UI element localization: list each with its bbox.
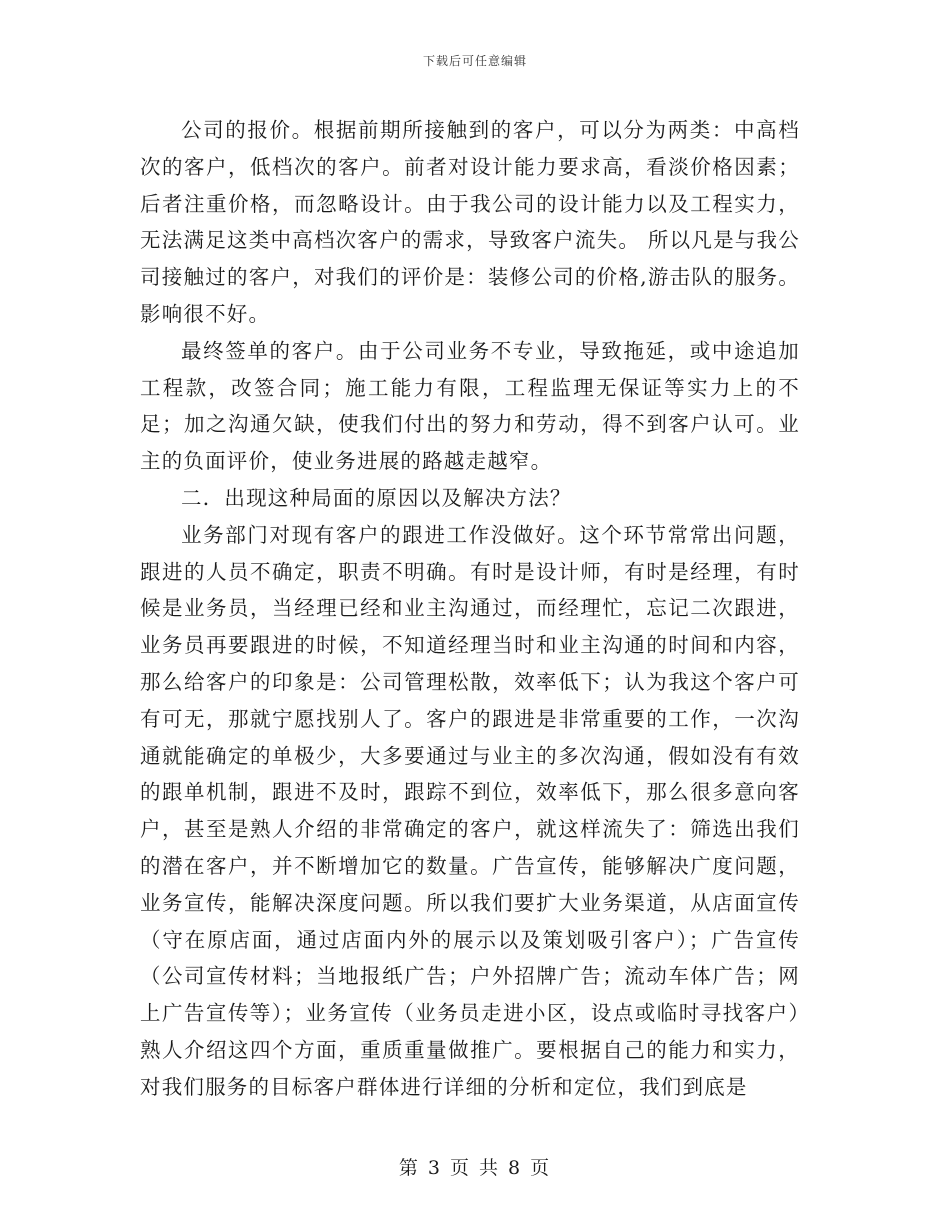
page-header: 下载后可任意编辑 bbox=[422, 54, 527, 68]
section-heading-causes: 二．出现这种局面的原因以及解决方法？ bbox=[181, 485, 572, 510]
paragraph-quotation: 公司的报价。根据前期所接触到的客户，可以分为两类：中高档次的客户，低档次的客户。前者对设计能力要求高，看淡价格因素；后者注重价格，而忽略设计。由于我公司的设计能力以及工程实力，无法满足这类中高档次客户的需求，导致客户流失。 所以凡是与我公司接触过的客户，对我们的评价是：装修公司的价格,游击队的服务。影响很不好。 bbox=[140, 118, 800, 326]
paragraph-signed-clients: 最终签单的客户。由于公司业务不专业，导致拖延，或中途追加工程款，改签合同；施工能力有限，工程监理无保证等实力上的不足；加之沟通欠缺，使我们付出的努力和劳动，得不到客户认可。业主的负面评价，使业务进展的路越走越窄。 bbox=[140, 338, 800, 474]
document-body bbox=[140, 112, 800, 1106]
page-footer: 第 3 页 共 8 页 bbox=[398, 1157, 552, 1179]
paragraph-follow-up: 业务部门对现有客户的跟进工作没做好。这个环节常常出问题，跟进的人员不确定，职责不明确。有时是设计师，有时是经理，有时候是业务员，当经理已经和业主沟通过，而经理忙，忘记二次跟进，业务员再要跟进的时候，不知道经理当时和业主沟通的时间和内容，那么给客户的印象是：公司管理松散，效率低下；认为我这个客户可有可无，那就宁愿找别人了。客户的跟进是非常重要的工作，一次沟通就能确定的单极少，大多要通过与业主的多次沟通，假如没有有效的跟单机制，跟进不及时，跟踪不到位，效率低下，那么很多意向客户，甚至是熟人介绍的非常确定的客户，就这样流失了：筛选出我们的潜在客户，并不断增加它的数量。广告宣传，能够解决广度问题，业务宣传，能解决深度问题。所以我们要扩大业务渠道，从店面宣传（守在原店面，通过店面内外的展示以及策划吸引客户）；广告宣传（公司宣传材料；当地报纸广告；户外招牌广告；流动车体广告；网上广告宣传等）；业务宣传（业务员走进小区，设点或临时寻找客户）熟人介绍这四个方面，重质重量做推广。要根据自己的能力和实力，对我们服务的目标客户群体进行详细的分析和定位，我们到底是 bbox=[140, 522, 800, 1099]
